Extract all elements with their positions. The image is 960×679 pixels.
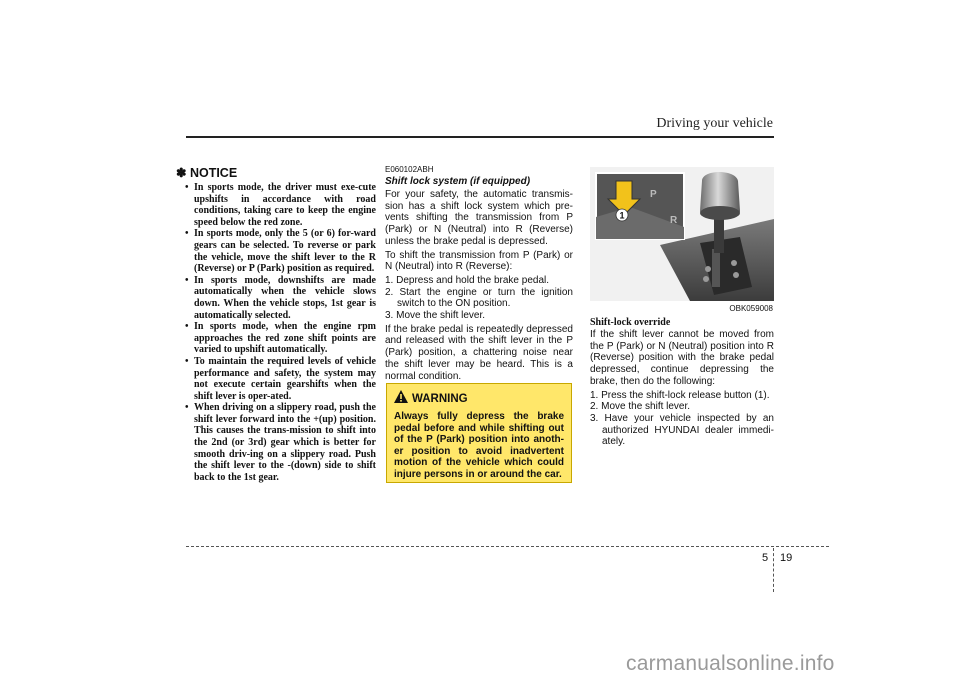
steps-list <box>385 275 573 322</box>
override-section <box>590 317 774 450</box>
step-item: 3. Have your vehicle inspected by an authorized HYUNDAI dealer immedi-ately. <box>590 412 774 448</box>
paragraph: If the brake pedal is repeatedly depressed and released with the shift lever in the P (Park) position, a chattering noise near the shift lever may be heard. This is a normal condition. <box>385 323 573 382</box>
warning-triangle-icon <box>394 390 408 408</box>
notice-item: • When driving on a slippery road, push the shift lever forward into the +(up) position. This causes the trans-mission to shift into the 2nd (or 3rd) gear which is better for smooth driv-ing on a slippery road. Push the shift lever to the -(down) side to shift back to the 1st gear. <box>176 402 376 483</box>
notice-item: • In sports mode, downshifts are made automatically when the vehicle slows down. When the vehicle stops, 1st gear is automatically selected. <box>176 275 376 321</box>
watermark: carmanualsonline.info <box>626 652 835 675</box>
notice-list <box>176 182 376 483</box>
section-code: E060102ABH <box>385 165 434 174</box>
step-item: 1. Depress and hold the brake pedal. <box>385 274 549 286</box>
warning-title: WARNING <box>412 393 468 405</box>
page-number: 19 <box>780 552 793 564</box>
running-header: Driving your vehicle <box>656 116 773 131</box>
callout-number: 1 <box>619 210 625 221</box>
notice-item: • In sports mode, when the engine rpm approaches the red zone shift points are varied to upshift automatically. <box>176 321 376 356</box>
footer-rule <box>186 546 829 547</box>
paragraph: If the shift lever cannot be moved from the P (Park) or N (Neutral) position into R (Reverse) position with the brake pedal depressed, continue depressing the brake, then do the following: <box>590 329 774 387</box>
step-item: 2. Move the shift lever. <box>590 401 691 413</box>
step-item: 1. Press the shift-lock release button (1). <box>590 389 770 401</box>
step-item: 3. Move the shift lever. <box>385 310 486 322</box>
gate-label-p: P <box>650 189 657 200</box>
shift-lever-illustration <box>590 167 774 301</box>
warning-box <box>386 383 572 483</box>
override-title: Shift-lock override <box>590 317 671 328</box>
warning-header <box>394 390 564 408</box>
step-item: 2. Start the engine or turn the ignition switch to the ON position. <box>385 286 573 310</box>
paragraph: For your safety, the automatic transmis-sion has a shift lock system which pre-vents shifting the transmission from P (Park) or N (Neutral) into R (Reverse) unless the brake pedal is depressed. <box>385 189 573 247</box>
notice-item: • To maintain the required levels of vehicle performance and safety, the system may not execute certain gearshifts when the shift lever is oper-ated. <box>176 356 376 402</box>
notice-section <box>176 165 376 483</box>
override-steps <box>590 390 774 449</box>
header-rule <box>186 136 774 138</box>
shift-lock-section <box>385 165 573 384</box>
paragraph: To shift the transmission from P (Park) or N (Neutral) into R (Reverse): <box>385 249 573 273</box>
notice-item: • In sports mode, the driver must exe-cute upshifts in accordance with road conditions, taking care to keep the engine speed below the red zone. <box>176 182 376 228</box>
page-divider <box>773 548 774 592</box>
chapter-number: 5 <box>762 552 769 564</box>
notice-title: ✽ NOTICE <box>176 166 238 180</box>
figure-code: OBK059008 <box>729 304 773 313</box>
section-title: Shift lock system (if equipped) <box>385 176 531 187</box>
shift-lever-figure <box>590 167 774 301</box>
gate-label-r: R <box>670 215 678 226</box>
warning-text: Always fully depress the brake pedal before and while shifting out of the P (Park) position into anoth-er position to avoid inadvertent motion of the vehicle which could injure persons in or around the car. <box>394 411 564 480</box>
notice-item: • In sports mode, only the 5 (or 6) for-ward gears can be selected. To reverse or park the vehicle, move the shift lever to the R (Reverse) or P (Park) position as required. <box>176 228 376 274</box>
